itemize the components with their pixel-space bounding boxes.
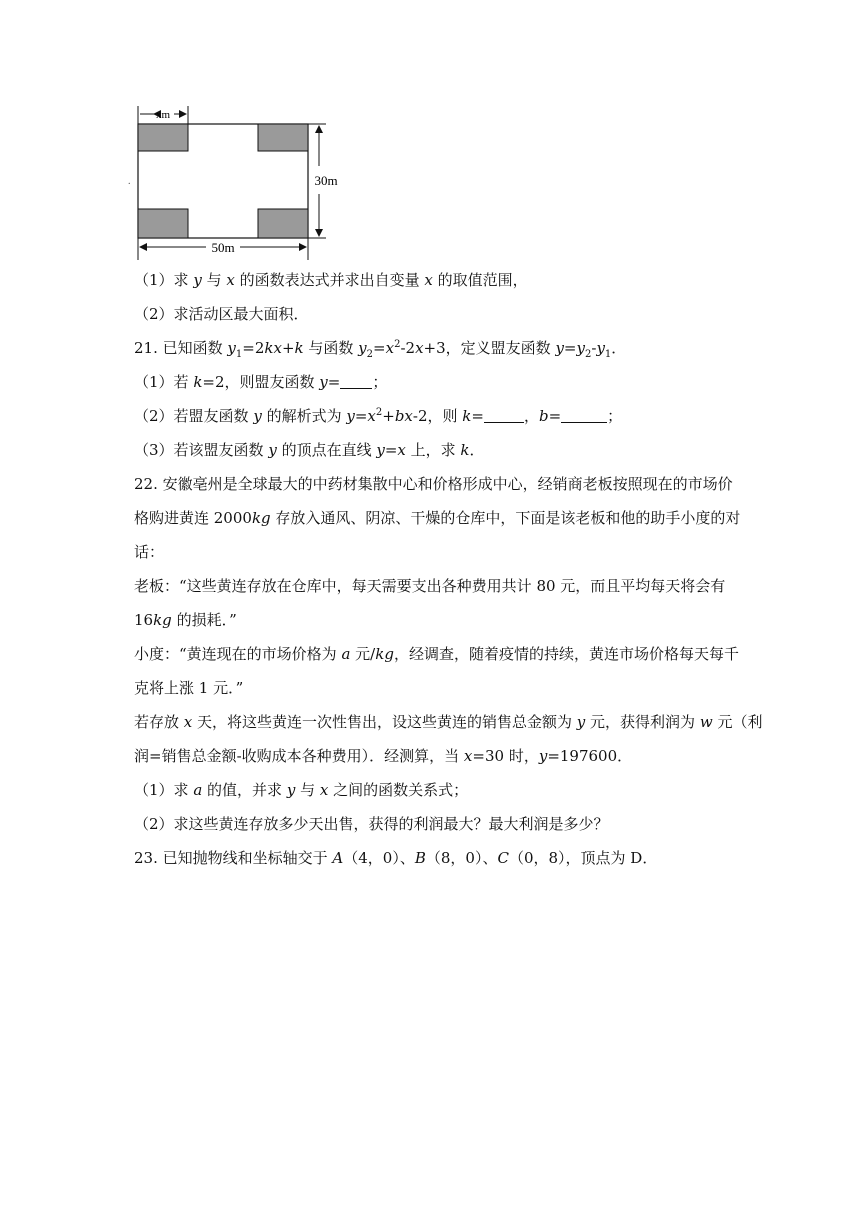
q22-part2: （2）求这些黄连存放多少天出售，获得的利润最大？最大利润是多少？ xyxy=(134,815,609,833)
answer-blank xyxy=(484,408,524,423)
q21-part2: （2）若盟友函数 y 的解析式为 $y=x^2+bx-2$，则 k= ，b= ； xyxy=(134,407,623,425)
answer-blank xyxy=(561,408,607,423)
corner-square-bottom-right xyxy=(258,209,308,238)
q22-assistant-line1: 小度：“黄连现在的市场价格为 a 元/kg，经调查，随着疫情的持续，黄连市场价格每天每千 xyxy=(134,645,739,663)
q21-part3: （3）若该盟友函数 y 的顶点在直线 y=x 上，求 k． xyxy=(134,441,485,459)
label-50m: 50m xyxy=(211,240,235,255)
q22-setup-line2: 润=销售总金额-收购成本各种费用）．经测算，当 x=30 时，y=197600． xyxy=(134,747,633,765)
q22-stem-line1: 22. 安徽亳州是全球最大的中药材集散中心和价格形成中心，经销商老板按照现在的市场价 xyxy=(134,475,733,493)
q22-boss-line1: 老板：“这些黄连存放在仓库中，每天需要支出各种费用共计 80 元，而且平均每天将会有 xyxy=(134,577,726,595)
q20-part1: （1）求 y 与 x 的函数表达式并求出自变量 x 的取值范围， xyxy=(134,271,528,289)
q22-setup-line1: 若存放 x 天，将这些黄连一次性售出，设这些黄连的销售总金额为 y 元，获得利润为 w 元（利 xyxy=(134,713,763,731)
q22-boss-line2: 16kg 的损耗．” xyxy=(134,611,237,629)
rectangle-diagram xyxy=(126,104,356,264)
answer-blank xyxy=(340,374,372,389)
corner-square-bottom-left xyxy=(138,209,188,238)
corner-square-top-left xyxy=(138,124,188,151)
q22-stem-line3: 话： xyxy=(134,543,165,561)
q22-stem-line2: 格购进黄连 2000kg 存放入通风、阴凉、干燥的仓库中，下面是该老板和他的助手小度的对 xyxy=(134,509,741,527)
q22-part1: （1）求 a 的值，并求 y 与 x 之间的函数关系式； xyxy=(134,781,469,799)
corner-square-top-right xyxy=(258,124,308,151)
label-30m: 30m xyxy=(314,173,338,188)
q21-stem: 21. 已知函数 $y_1=2kx+k$ 与函数 $y_2=x^2-2x+3$，定义盟友函数 $y=y_2-y_1$． xyxy=(134,339,627,360)
stray-mark: . xyxy=(128,176,131,187)
q22-assistant-line2: 克将上涨 1 元．” xyxy=(134,679,244,697)
q23-stem: 23. 已知抛物线和坐标轴交于 A（4，0）、B（8，0）、C（0，8），顶点为 D． xyxy=(134,849,658,867)
label-xm: xm xyxy=(155,109,171,121)
rectangle-diagram-svg xyxy=(126,104,356,264)
q21-part1: （1）若 k=2，则盟友函数 y= ； xyxy=(134,373,388,391)
q20-part2: （2）求活动区最大面积． xyxy=(134,305,309,323)
